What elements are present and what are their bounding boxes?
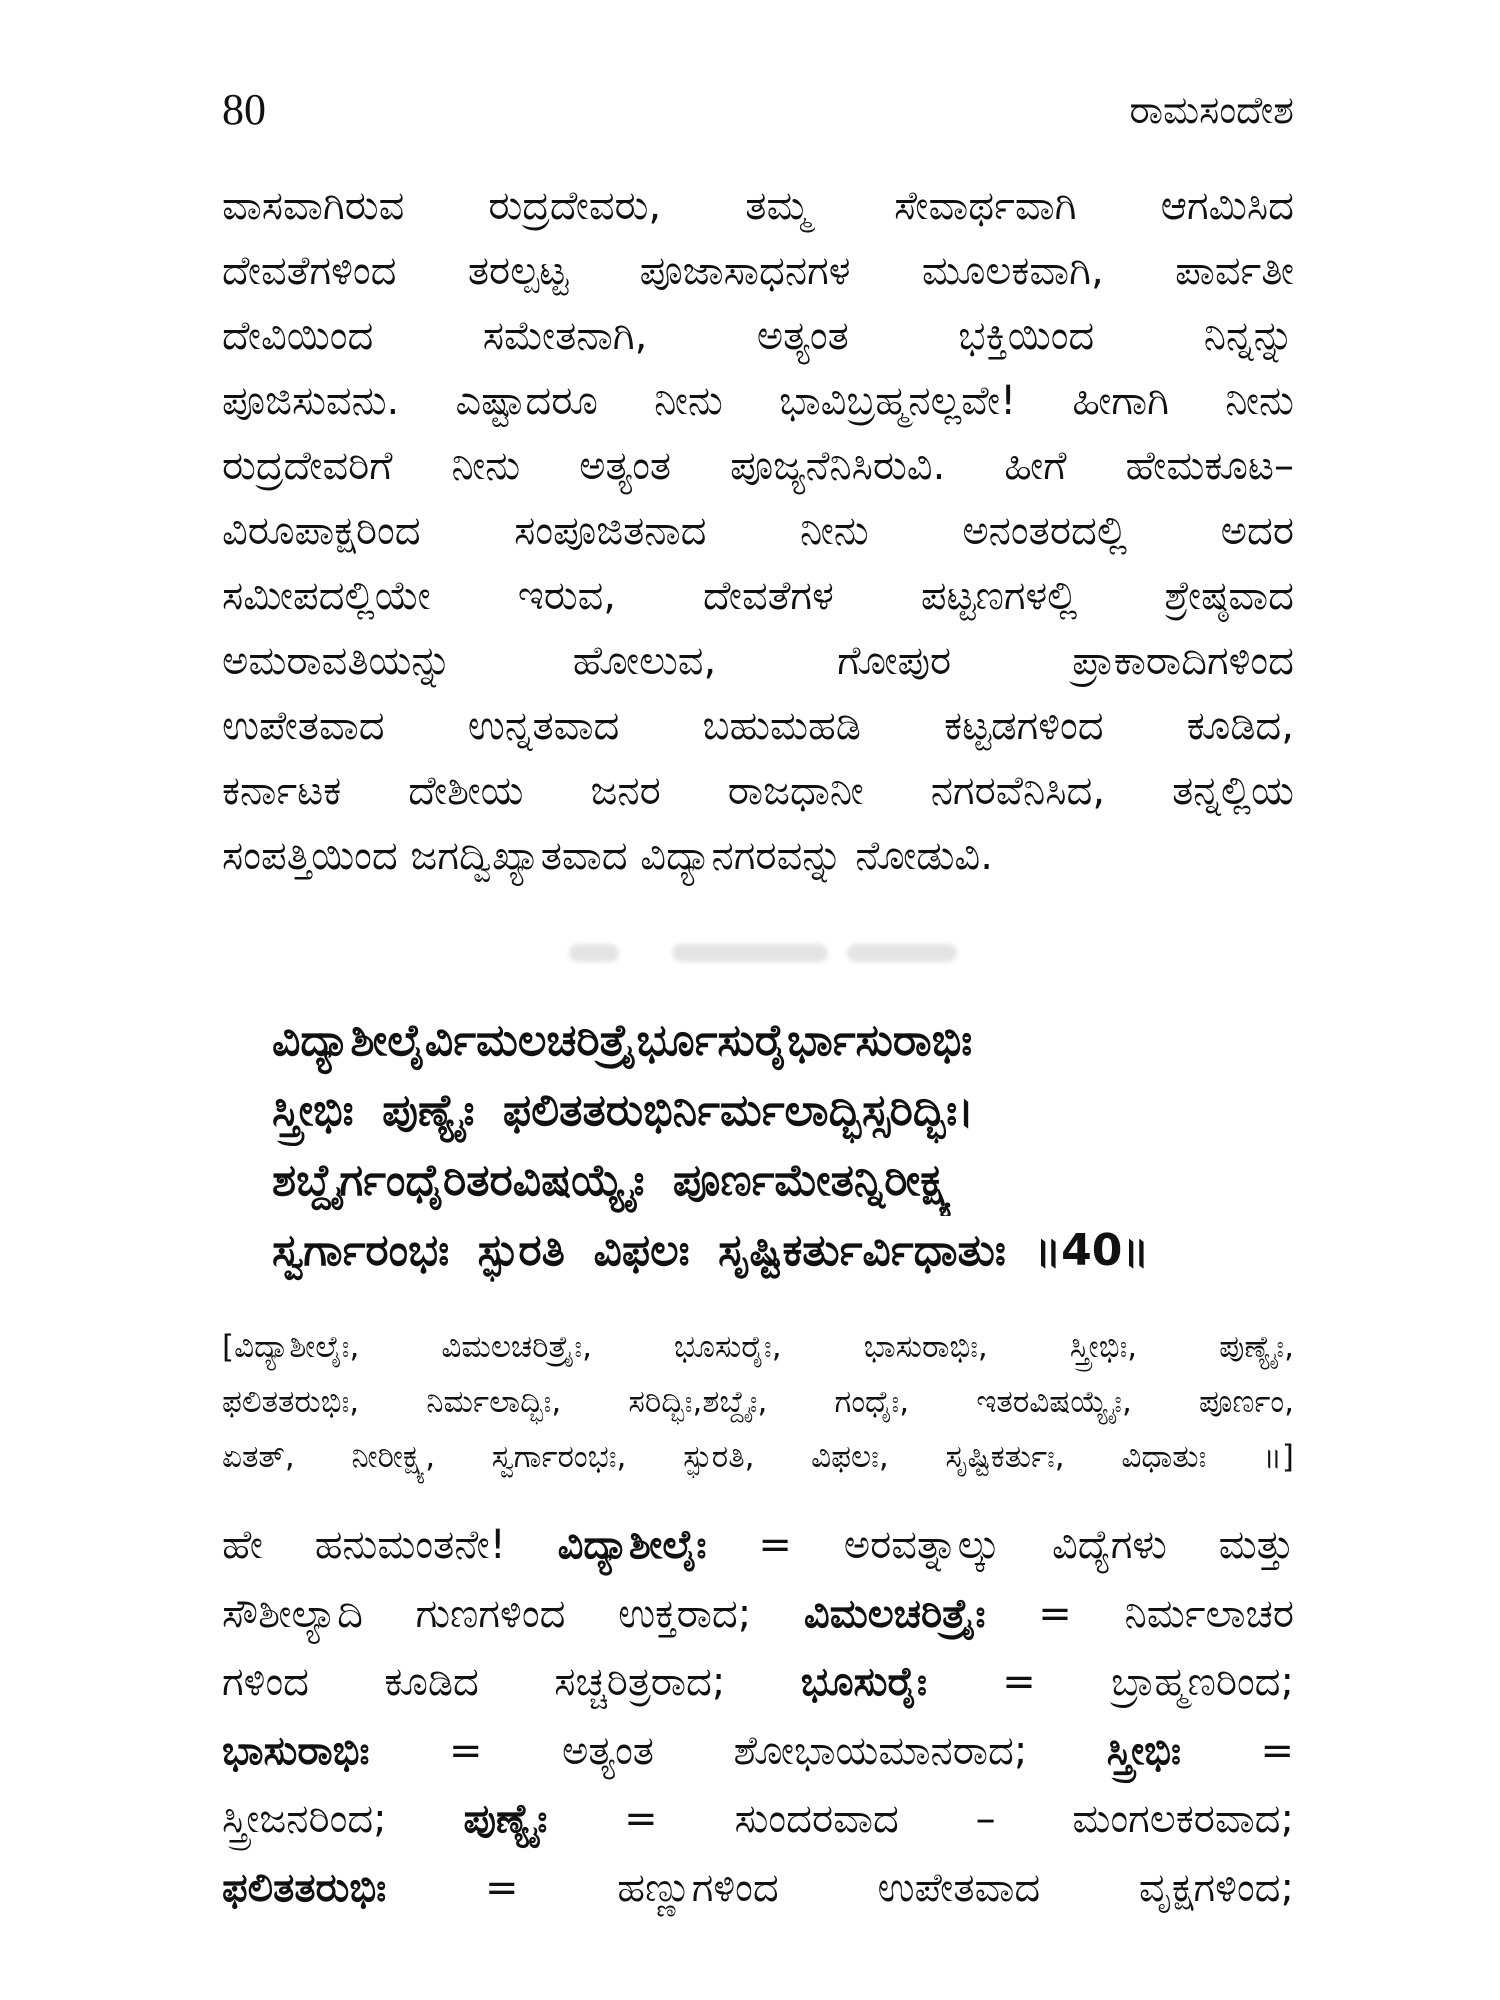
commentary-text: ಸ್ತ್ರೀಜನರಿಂದ; xyxy=(222,1796,464,1842)
gloss-term: ವಿದ್ಯಾಶೀಲೈಃ xyxy=(557,1522,707,1568)
gloss-term: ಭಾಸುರಾಭಿಃ xyxy=(222,1727,370,1774)
prose-line: ಉಪೇತವಾದ ಉನ್ನತವಾದ ಬಹುಮಹಡಿ ಕಟ್ಟಡಗಳಿಂದ ಕೂಡಿದ, xyxy=(222,703,1294,749)
commentary-text: ಸೌಶೀಲ್ಯಾದಿ ಗುಣಗಳಿಂದ ಉಕ್ತರಾದ; xyxy=(222,1590,804,1637)
page-header xyxy=(222,80,1294,140)
verse-line: ಸ್ತ್ರೀಭಿಃ ಪುಣ್ಯೈಃ ಫಲಿತತರುಭಿರ್ನಿರ್ಮಲಾದ್ಭಿಸ್ಸರಿದ್ಭಿಃ। xyxy=(272,1085,974,1136)
commentary-line xyxy=(222,1511,1294,1580)
gloss-term: ವಿಮಲಚರಿತ್ರೈಃ xyxy=(803,1590,986,1637)
commentary-line xyxy=(222,1785,1294,1854)
word-split-line: [ವಿದ್ಯಾಶೀಲೈಃ, ವಿಮಲಚರಿತ್ರೈಃ, ಭೂಸುರೈಃ, ಭಾಸುರಾಭಿಃ, ಸ್ತ್ರೀಭಿಃ, ಪುಣ್ಯೈಃ, xyxy=(222,1329,1294,1365)
commentary-line xyxy=(222,1854,1294,1923)
word-split-line: ಏತತ್, ನೀರೀಕ್ಷ್ಯ, ಸ್ವರ್ಗಾರಂಭಃ, ಸ್ಫುರತಿ, ವಿಫಲಃ, ಸೃಷ್ಟಿಕರ್ತುಃ, ವಿಧಾತುಃ ॥] xyxy=(222,1439,1294,1475)
prose-line: ಸಂಪತ್ತಿಯಿಂದ ಜಗದ್ವಿಖ್ಯಾತವಾದ ವಿದ್ಯಾನಗರವನ್ನು ನೋಡುವಿ. xyxy=(222,833,993,879)
running-title: ರಾಮಸಂದೇಶ xyxy=(1129,88,1294,132)
commentary-text: = ಸುಂದರವಾದ – ಮಂಗಲಕರವಾದ; xyxy=(547,1796,1294,1842)
gloss-term: ಭೂಸುರೈಃ xyxy=(800,1659,927,1705)
prose-line: ರುದ್ರದೇವರಿಗೆ ನೀನು ಅತ್ಯಂತ ಪೂಜ್ಯನೆನಿಸಿರುವಿ. ಹೀಗೆ ಹೇಮಕೂಟ– xyxy=(222,443,1294,489)
prose-line: ದೇವತೆಗಳಿಂದ ತರಲ್ಪಟ್ಟ ಪೂಜಾಸಾಧನಗಳ ಮೂಲಕವಾಗಿ, ಪಾರ್ವತೀ xyxy=(222,248,1294,294)
gloss-term: ಪುಣ್ಯೈಃ xyxy=(463,1796,548,1842)
commentary-line xyxy=(222,1717,1294,1786)
word-split-block xyxy=(222,1320,1294,1485)
verse-line: ವಿದ್ಯಾಶೀಲೈರ್ವಿಮಲಚರಿತ್ರೈರ್ಭೂಸುರೈರ್ಭಾಸುರಾಭಿಃ xyxy=(272,1015,973,1066)
commentary-text: = ಹಣ್ಣುಗಳಿಂದ ಉಪೇತವಾದ ವೃಕ್ಷಗಳಿಂದ; xyxy=(386,1864,1294,1911)
commentary-text: = ಅರವತ್ನಾಲ್ಕು ವಿದ್ಯೆಗಳು ಮತ್ತು xyxy=(706,1522,1294,1568)
commentary-line xyxy=(222,1580,1294,1649)
gloss-term: ಸ್ತ್ರೀಭಿಃ xyxy=(1106,1727,1181,1774)
commentary-text: ಗಳಿಂದ ಕೂಡಿದ ಸಚ್ಚರಿತ್ರರಾದ; xyxy=(222,1659,801,1705)
commentary-text: = ಅತ್ಯಂತ ಶೋಭಾಯಮಾನರಾದ; xyxy=(369,1727,1107,1774)
prose-line: ಕರ್ನಾಟಕ ದೇಶೀಯ ಜನರ ರಾಜಧಾನೀ ನಗರವೆನಿಸಿದ, ತನ್ನಲ್ಲಿಯ xyxy=(222,768,1294,814)
commentary-block xyxy=(222,1511,1294,1922)
verse-block xyxy=(272,1006,1272,1286)
commentary-text: = ನಿರ್ಮಲಾಚರ xyxy=(985,1590,1294,1637)
prose-line: ವಿರೂಪಾಕ್ಷರಿಂದ ಸಂಪೂಜಿತನಾದ ನೀನು ಅನಂತರದಲ್ಲಿ ಅದರ xyxy=(222,508,1294,554)
commentary-line xyxy=(222,1648,1294,1717)
prose-line: ದೇವಿಯಿಂದ ಸಮೇತನಾಗಿ, ಅತ್ಯಂತ ಭಕ್ತಿಯಿಂದ ನಿನ್ನನ್ನು xyxy=(222,313,1294,359)
commentary-text: = xyxy=(1181,1727,1294,1774)
gloss-term: ಫಲಿತತರುಭಿಃ xyxy=(222,1864,387,1911)
prose-paragraph xyxy=(222,174,1294,889)
page-number: 80 xyxy=(222,85,266,134)
commentary-text: ಹೇ ಹನುಮಂತನೇ! xyxy=(222,1522,558,1568)
prose-line: ಸಮೀಪದಲ್ಲಿಯೇ ಇರುವ, ದೇವತೆಗಳ ಪಟ್ಟಣಗಳಲ್ಲಿ ಶ್ರೇಷ್ಠವಾದ xyxy=(222,573,1294,619)
verse-line: ಸ್ವರ್ಗಾರಂಭಃ ಸ್ಫುರತಿ ವಿಫಲಃ ಸೃಷ್ಟಿಕರ್ತುರ್ವಿಧಾತುಃ ॥40॥ xyxy=(272,1225,1150,1276)
word-split-line: ಫಲಿತತರುಭಿಃ, ನಿರ್ಮಲಾದ್ಭಿಃ, ಸರಿದ್ಭಿಃ,ಶಬ್ದೈಃ, ಗಂಧೈಃ, ಇತರವಿಷಯ್ಯೈಃ, ಪೂರ್ಣಂ, xyxy=(222,1384,1294,1420)
verse-line: ಶಬ್ದೈರ್ಗಂಧೈರಿತರವಿಷಯ್ಯೈಃ ಪೂರ್ಣಮೇತನ್ನಿರೀಕ್ಷ್ಯ xyxy=(272,1155,952,1206)
prose-line: ಅಮರಾವತಿಯನ್ನು ಹೋಲುವ, ಗೋಪುರ ಪ್ರಾಕಾರಾದಿಗಳಿಂದ xyxy=(222,638,1294,684)
commentary-text: = ಬ್ರಾಹ್ಮಣರಿಂದ; xyxy=(926,1659,1294,1705)
faded-heading-smudge xyxy=(569,938,969,968)
prose-line: ಪೂಜಿಸುವನು. ಎಷ್ಟಾದರೂ ನೀನು ಭಾವಿಬ್ರಹ್ಮನಲ್ಲವೇ! ಹೀಗಾಗಿ ನೀನು xyxy=(222,378,1294,424)
prose-line: ವಾಸವಾಗಿರುವ ರುದ್ರದೇವರು, ತಮ್ಮ ಸೇವಾರ್ಥವಾಗಿ ಆಗಮಿಸಿದ xyxy=(222,183,1294,229)
